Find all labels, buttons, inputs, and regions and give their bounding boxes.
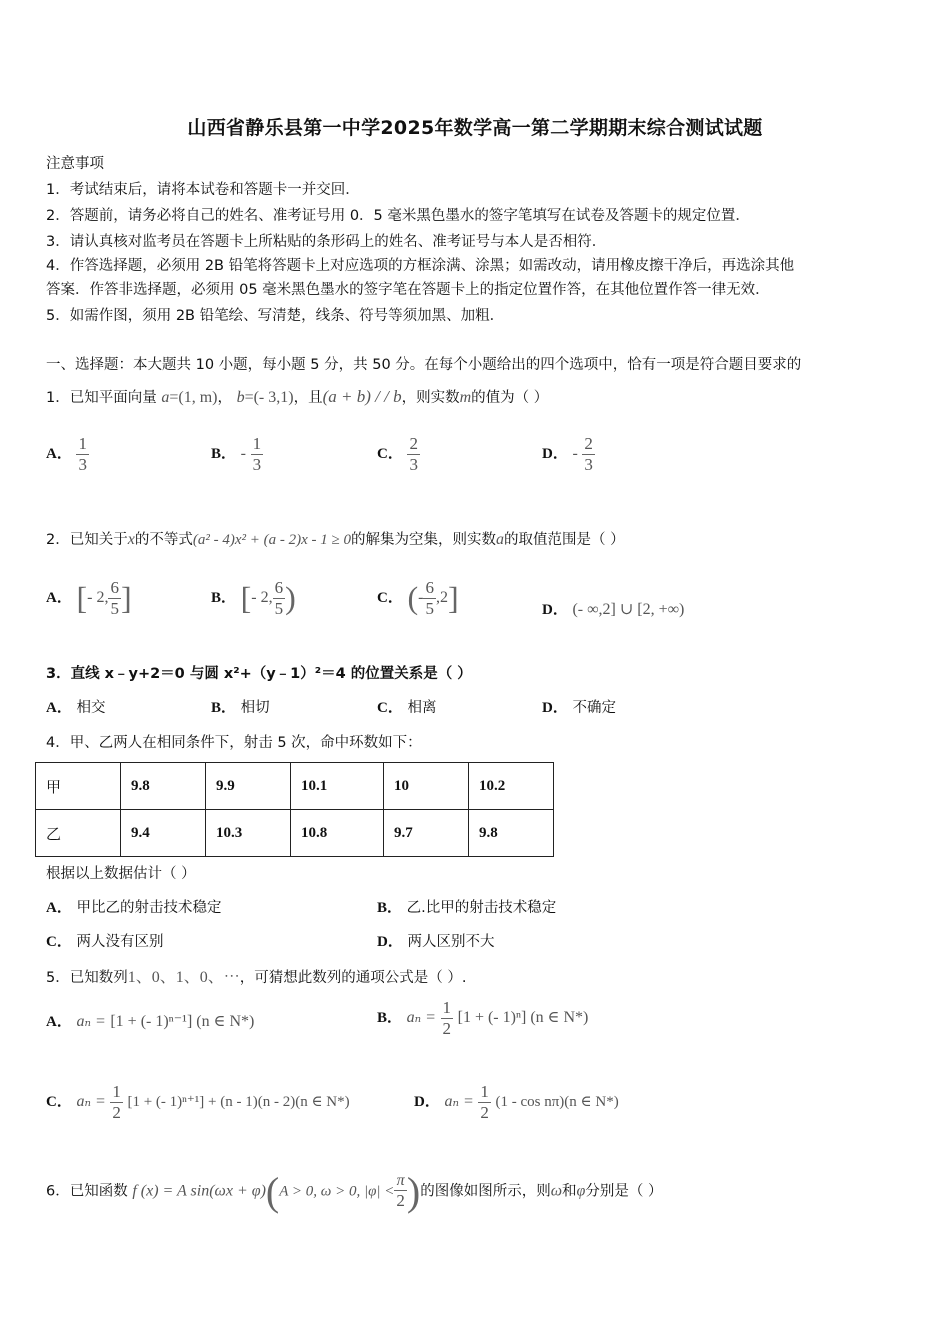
question-4-stem: 4．甲、乙两人在相同条件下，射击 5 次，命中环数如下： xyxy=(46,735,422,751)
notice-item: 4．作答选择题，必须用 2B 铅笔将答题卡上对应选项的方框涂满、涂黑；如需改动，请用橡皮擦干净后，再选涂其他 xyxy=(46,258,795,274)
q4-option-b[interactable]: B． 乙.比甲的射击技术稳定 xyxy=(377,900,557,916)
notice-item: 5．如需作图，须用 2B 铅笔绘、写清楚，线条、符号等须加黑、加粗． xyxy=(46,308,505,324)
q3-option-d[interactable]: D． 不确定 xyxy=(542,700,616,716)
notice-item: 3．请认真核对监考员在答题卡上所粘贴的条形码上的姓名、准考证号与本人是否相符． xyxy=(46,234,607,250)
q5-option-b[interactable]: B． aₙ = $\frac{1}{2}$ [1 + (- 1)ⁿ] (n ∈ N*) xyxy=(377,998,589,1038)
table-row: 乙 9.4 10.3 10.8 9.7 9.8 xyxy=(36,810,554,857)
question-3-stem: 3．直线 x﹣y+2＝0 与圆 x²+（y﹣1）²＝4 的位置关系是（ ） xyxy=(46,666,472,682)
question-4-prompt: 根据以上数据估计（ ） xyxy=(46,866,196,882)
q1-option-d[interactable]: D． - $\frac{2}{3}$ xyxy=(542,434,593,474)
q1-option-a[interactable]: A． $\frac{1}{3}$ xyxy=(46,434,87,474)
q3-option-b[interactable]: B． 相切 xyxy=(211,700,270,716)
question-1-stem: 1．已知平面向量 a=(1, m)， b=(- 3,1)，且(a + b) / / b，则实数m的值为（ ） xyxy=(46,387,549,406)
notice-item: 答案．作答非选择题，必须用 05 毫米黑色墨水的签字笔在答题卡上的指定位置作答，在其他位置作答一律无效． xyxy=(46,282,770,298)
q5-option-d[interactable]: D． aₙ = $\frac{1}{2}$ (1 - cos nπ)(n ∈ N*) xyxy=(414,1082,619,1122)
question-5-stem: 5．已知数列1、0、1、0、⋯，可猜想此数列的通项公式是（ ）. xyxy=(46,969,467,986)
q4-option-d[interactable]: D． 两人区别不大 xyxy=(377,934,495,950)
q4-option-c[interactable]: C． 两人没有区别 xyxy=(46,934,164,950)
q2-option-c[interactable]: C． (- $\frac{6}{5}$ ,2] xyxy=(377,578,459,618)
table-row: 甲 9.8 9.9 10.1 10 10.2 xyxy=(36,763,554,810)
notice-item: 2．答题前，请务必将自己的姓名、准考证号用 0．5 毫米黑色墨水的签字笔填写在试卷及答题卡的规定位置． xyxy=(46,208,750,224)
q3-option-c[interactable]: C． 相离 xyxy=(377,700,437,716)
q5-option-a[interactable]: A． aₙ = [1 + (- 1)ⁿ⁻¹] (n ∈ N*) xyxy=(46,1013,255,1030)
section-heading: 一、选择题：本大题共 10 小题，每小题 5 分，共 50 分。在每个小题给出的四个选项中，恰有一项是符合题目要求的 xyxy=(46,357,802,373)
notice-heading: 注意事项 xyxy=(46,156,104,172)
q2-option-d[interactable]: D． (- ∞,2] ∪ [2, +∞) xyxy=(542,601,685,618)
q1-option-c[interactable]: C． $\frac{2}{3}$ xyxy=(377,434,418,474)
q2-option-a[interactable]: A． [- 2, $\frac{6}{5}$ ] xyxy=(46,578,132,618)
q3-option-a[interactable]: A． 相交 xyxy=(46,700,106,716)
page-title: 山西省静乐县第一中学2025年数学高一第二学期期末综合测试试题 xyxy=(187,117,763,139)
question-2-stem: 2．已知关于x的不等式(a² - 4)x² + (a - 2)x - 1 ≥ 0的解集为空集，则实数a的取值范围是（ ） xyxy=(46,531,625,548)
q2-option-b[interactable]: B． [- 2, $\frac{6}{5}$ ) xyxy=(211,578,296,618)
q5-option-c[interactable]: C． aₙ = $\frac{1}{2}$ [1 + (- 1)ⁿ⁺¹] + (n - 1)(n - 2)(n ∈ N*) xyxy=(46,1082,350,1122)
shooting-score-table xyxy=(35,762,554,857)
question-6-stem: 6．已知函数 f (x) = A sin(ωx + φ)(A > 0, ω > 0, |φ| < $\frac{\pi}{2}$ )的图像如图所示，则ω和φ分别是（ ） xyxy=(46,1169,663,1214)
q4-option-a[interactable]: A． 甲比乙的射击技术稳定 xyxy=(46,900,222,916)
notice-item: 1．考试结束后，请将本试卷和答题卡一并交回． xyxy=(46,182,360,198)
q1-option-b[interactable]: B． - $\frac{1}{3}$ xyxy=(211,434,262,474)
